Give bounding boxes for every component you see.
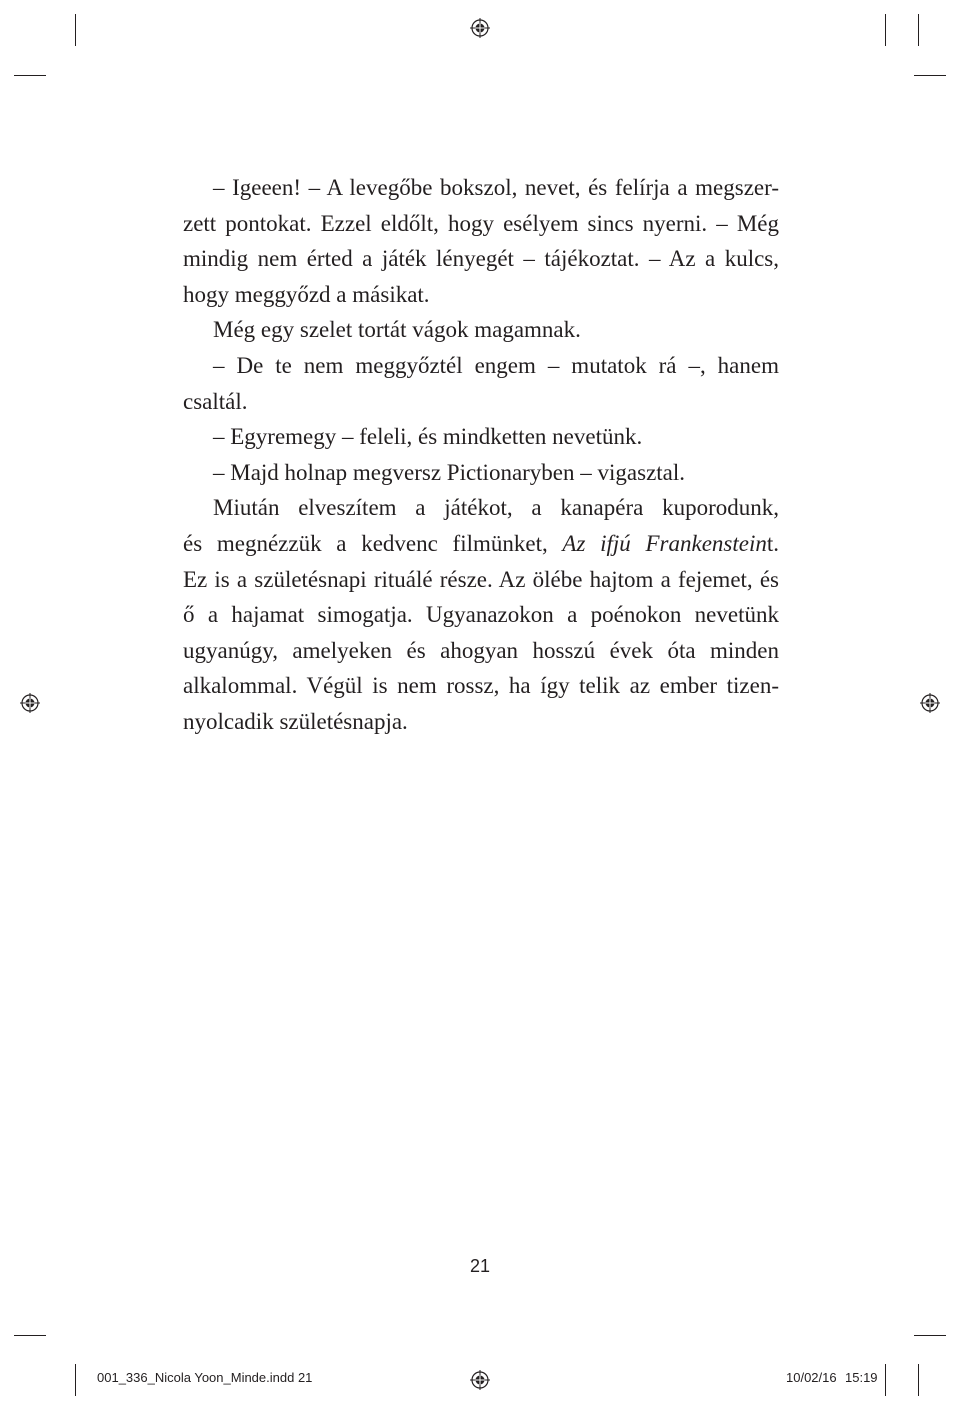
body-lines [183, 170, 779, 526]
crop-mark [885, 14, 886, 46]
body-line: – De te nem meggyőztél engem – mutatok rá –, hanem [213, 352, 779, 378]
body-line: hogy meggyőzd a másikat. [183, 281, 430, 307]
film-line-suffix: t. [766, 530, 779, 556]
body-text [183, 170, 779, 740]
body-lines [183, 562, 779, 740]
film-title: Az ifjú Frankenstein [562, 530, 767, 556]
body-line-film [183, 526, 779, 562]
page-number: 21 [469, 1256, 491, 1276]
body-line: mindig nem érted a játék lényegét – tájékoztat. – Az a kulcs, [183, 246, 779, 272]
crop-mark [914, 1335, 946, 1336]
film-line-prefix: és megnézzük a kedvenc filmünket, [183, 530, 563, 556]
registration-mark-icon [920, 693, 940, 713]
body-line: csaltál. [183, 388, 248, 414]
slug-date: 10/02/16 [786, 1370, 837, 1385]
body-line: – Igeeen! – A levegőbe bokszol, nevet, és felírja a megszer- [213, 175, 779, 200]
registration-mark-icon [470, 1370, 490, 1390]
body-line: nyolcadik születésnapja. [183, 708, 408, 734]
slug-filename: 001_336_Nicola Yoon_Minde.indd 21 [97, 1370, 313, 1385]
body-line: zett pontokat. Ezzel eldőlt, hogy esélyem sincs nyerni. – Még [183, 210, 779, 236]
crop-mark [75, 1364, 76, 1396]
body-line: Még egy szelet tortát vágok magamnak. [213, 317, 581, 343]
crop-mark [918, 14, 919, 46]
registration-mark-icon [20, 693, 40, 713]
crop-mark [885, 1364, 886, 1396]
body-line: – Egyremegy – feleli, és mindketten nevetünk. [213, 424, 643, 450]
crop-mark [75, 14, 76, 46]
body-line: Ez is a születésnapi rituálé része. Az ölébe hajtom a fejemet, és [183, 566, 779, 592]
crop-mark [914, 75, 946, 76]
body-line: alkalommal. Végül is nem rossz, ha így telik az ember tizen- [183, 673, 779, 699]
slug-time: 15:19 [845, 1370, 878, 1385]
body-line: ugyanúgy, amelyeken és ahogyan hosszú évek óta minden [183, 637, 779, 663]
body-line: Miután elveszítem a játékot, a kanapéra kuporodunk, [213, 495, 779, 521]
body-line: ő a hajamat simogatja. Ugyanazokon a poénokon nevetünk [183, 602, 779, 628]
crop-mark [14, 1335, 46, 1336]
registration-mark-icon [470, 18, 490, 38]
body-line: – Majd holnap megversz Pictionaryben – vigasztal. [213, 459, 686, 485]
crop-mark [14, 75, 46, 76]
crop-mark [918, 1364, 919, 1396]
